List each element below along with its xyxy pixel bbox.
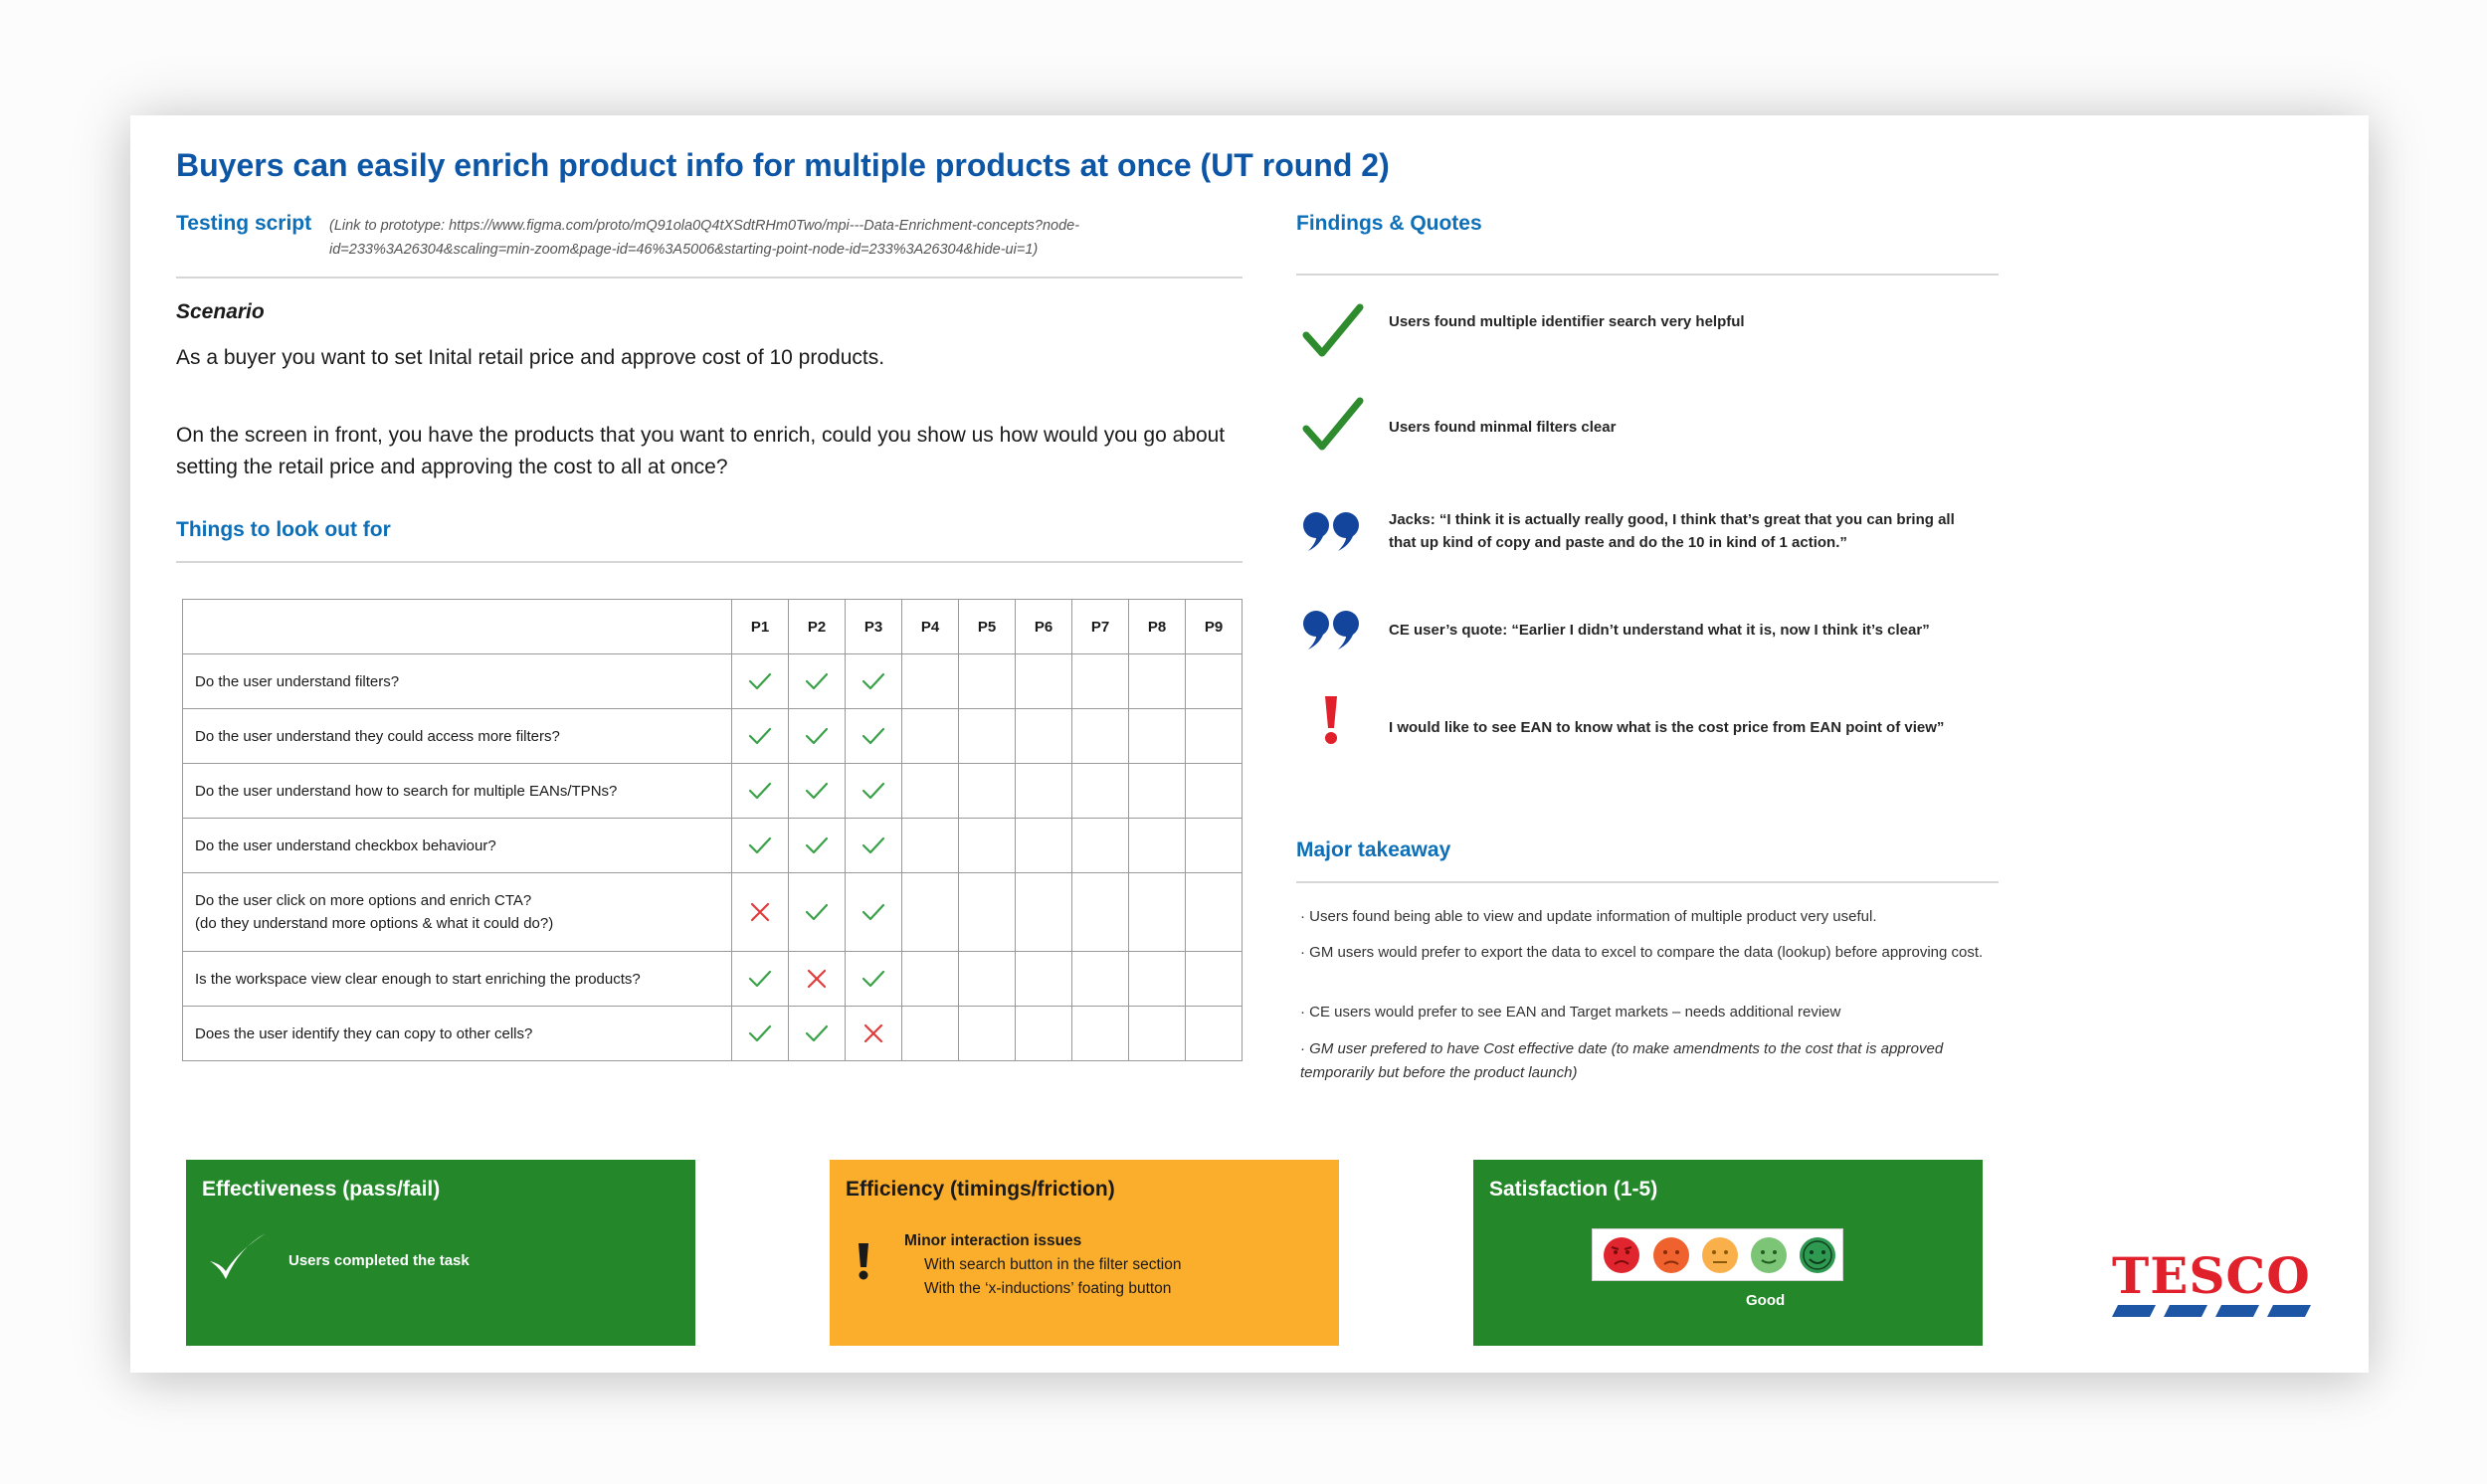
fail-cross-icon (732, 873, 789, 952)
empty-cell (1016, 1007, 1072, 1061)
exclamation-icon (856, 1241, 871, 1281)
check-icon (1302, 397, 1364, 453)
things-heading: Things to look out for (176, 518, 391, 541)
pass-check-icon (732, 819, 789, 873)
empty-cell (1129, 654, 1186, 709)
satisfaction-scale (1592, 1228, 1843, 1281)
pass-check-icon (789, 819, 846, 873)
empty-cell (1129, 819, 1186, 873)
column-header: P3 (846, 600, 902, 654)
pass-check-icon (846, 654, 902, 709)
pass-check-icon (789, 654, 846, 709)
empty-cell (1072, 709, 1129, 764)
empty-cell (1186, 1007, 1243, 1061)
satisfaction-box (1473, 1160, 1983, 1346)
check-icon (206, 1229, 270, 1285)
takeaway-item: · GM user prefered to have Cost effective date (to make amendments to the cost that is approved temporarily but before the product launch) (1300, 1040, 1944, 1081)
satisfaction-rating: Good (1746, 1292, 1786, 1309)
row-question: Does the user identify they can copy to other cells? (183, 1007, 732, 1061)
empty-cell (959, 873, 1016, 952)
empty-cell (902, 764, 959, 819)
table-row (183, 654, 1243, 709)
row-question: Do the user understand checkbox behaviour? (183, 819, 732, 873)
empty-cell (959, 764, 1016, 819)
table-row (183, 764, 1243, 819)
empty-cell (1016, 764, 1072, 819)
check-icon (1302, 303, 1364, 359)
fail-cross-icon (846, 1007, 902, 1061)
takeaway-item: · CE users would prefer to see EAN and Target markets – needs additional review (1300, 1004, 1841, 1020)
scenario-label: Scenario (176, 300, 265, 323)
empty-cell (1072, 819, 1129, 873)
satisfaction-title: Satisfaction (1-5) (1489, 1178, 1658, 1201)
empty-cell (1129, 1007, 1186, 1061)
pass-check-icon (846, 873, 902, 952)
empty-cell (1072, 764, 1129, 819)
column-header: P7 (1072, 600, 1129, 654)
column-header: P4 (902, 600, 959, 654)
very-happy-face-icon (1799, 1236, 1836, 1274)
empty-cell (1016, 952, 1072, 1007)
empty-cell (1129, 952, 1186, 1007)
finding-text: Users found multiple identifier search very helpful (1389, 313, 1745, 330)
effectiveness-box (186, 1160, 695, 1346)
slide (130, 115, 2369, 1373)
pass-check-icon (846, 952, 902, 1007)
scenario-line-2: On the screen in front, you have the products that you want to enrich, could you show us how would you go about setting the retail price and approving the cost to all at once? (176, 424, 1226, 478)
things-table (182, 599, 1243, 1061)
empty-cell (1016, 873, 1072, 952)
happy-face-icon (1750, 1236, 1788, 1274)
finding-quote: Jacks: “I think it is actually really good, I think that’s great that you can bring all that up kind of copy and paste and do the 10 in kind of 1 action.” (1389, 511, 1955, 551)
effectiveness-title: Effectiveness (pass/fail) (202, 1178, 441, 1201)
divider (1296, 274, 1999, 276)
pass-check-icon (789, 764, 846, 819)
row-question: Do the user understand they could access more filters? (183, 709, 732, 764)
empty-cell (959, 819, 1016, 873)
pass-check-icon (732, 709, 789, 764)
table-row (183, 709, 1243, 764)
pass-check-icon (789, 873, 846, 952)
finding-text: I would like to see EAN to know what is the cost price from EAN point of view” (1389, 719, 1945, 736)
empty-cell (1016, 709, 1072, 764)
empty-cell (902, 819, 959, 873)
pass-check-icon (789, 1007, 846, 1061)
fail-cross-icon (789, 952, 846, 1007)
column-header: P6 (1016, 600, 1072, 654)
divider (176, 561, 1243, 563)
empty-cell (902, 654, 959, 709)
divider (1296, 881, 1999, 883)
efficiency-line: With search button in the filter section (924, 1256, 1182, 1273)
page-title: Buyers can easily enrich product info for multiple products at once (UT round 2) (176, 147, 1390, 183)
quote-icon (1302, 608, 1364, 651)
empty-cell (1186, 952, 1243, 1007)
column-header: P5 (959, 600, 1016, 654)
empty-cell (1186, 654, 1243, 709)
divider (176, 277, 1243, 278)
header-blank (183, 600, 732, 654)
quote-icon (1302, 509, 1364, 553)
takeaway-item: · GM users would prefer to export the data to excel to compare the data (lookup) before approving cost. (1300, 944, 1984, 961)
findings-heading: Findings & Quotes (1296, 212, 1482, 235)
row-question: Is the workspace view clear enough to start enriching the products? (183, 952, 732, 1007)
sad-face-icon (1652, 1236, 1690, 1274)
pass-check-icon (846, 819, 902, 873)
row-question: Do the user understand how to search for multiple EANs/TPNs? (183, 764, 732, 819)
logo-stripes (2112, 1305, 2321, 1319)
table-header-row (183, 600, 1243, 654)
effectiveness-text: Users completed the task (288, 1252, 470, 1269)
pass-check-icon (846, 764, 902, 819)
empty-cell (1186, 819, 1243, 873)
column-header: P8 (1129, 600, 1186, 654)
empty-cell (959, 654, 1016, 709)
empty-cell (1016, 654, 1072, 709)
pass-check-icon (732, 764, 789, 819)
exclamation-icon (1320, 694, 1342, 746)
prototype-link[interactable]: (Link to prototype: https://www.figma.com/proto/mQ91ola0Q4tXSdtRHm0Two/mpi---Data-Enrichment-concepts?node-id=233%3A26304&scaling=min-zoom&page-id=46%3A5006&starting-point-node-id=233%3A26304&hide-ui=1) (329, 218, 1080, 258)
angry-face-icon (1603, 1236, 1640, 1274)
empty-cell (1186, 764, 1243, 819)
efficiency-title: Efficiency (timings/friction) (846, 1178, 1115, 1201)
tesco-logo (2112, 1246, 2321, 1319)
column-header: P1 (732, 600, 789, 654)
empty-cell (959, 1007, 1016, 1061)
column-header: P2 (789, 600, 846, 654)
pass-check-icon (846, 709, 902, 764)
pass-check-icon (732, 654, 789, 709)
finding-quote: CE user’s quote: “Earlier I didn’t understand what it is, now I think it’s clear” (1389, 622, 1930, 639)
row-question: Do the user click on more options and enrich CTA? (do they understand more options & what it could do?) (183, 873, 732, 952)
empty-cell (1186, 873, 1243, 952)
efficiency-box (830, 1160, 1339, 1346)
efficiency-heading: Minor interaction issues (904, 1232, 1082, 1249)
efficiency-details (904, 1229, 1181, 1301)
finding-text: Users found minmal filters clear (1389, 419, 1617, 436)
empty-cell (902, 709, 959, 764)
empty-cell (1129, 764, 1186, 819)
empty-cell (1016, 819, 1072, 873)
empty-cell (1072, 952, 1129, 1007)
table-row (183, 873, 1243, 952)
efficiency-line: With the ‘x-inductions’ foating button (924, 1280, 1172, 1297)
table-row (183, 1007, 1243, 1061)
empty-cell (1186, 709, 1243, 764)
empty-cell (902, 952, 959, 1007)
empty-cell (1072, 873, 1129, 952)
empty-cell (1072, 1007, 1129, 1061)
empty-cell (902, 1007, 959, 1061)
empty-cell (1129, 709, 1186, 764)
empty-cell (902, 873, 959, 952)
scenario-line-1: As a buyer you want to set Inital retail price and approve cost of 10 products. (176, 346, 885, 369)
table-row (183, 952, 1243, 1007)
pass-check-icon (732, 1007, 789, 1061)
empty-cell (1129, 873, 1186, 952)
pass-check-icon (732, 952, 789, 1007)
neutral-face-icon (1701, 1236, 1739, 1274)
row-question: Do the user understand filters? (183, 654, 732, 709)
table-row (183, 819, 1243, 873)
pass-check-icon (789, 709, 846, 764)
logo-text: TESCO (2112, 1246, 2311, 1305)
takeaway-heading: Major takeaway (1296, 838, 1451, 861)
empty-cell (1072, 654, 1129, 709)
takeaway-item: · Users found being able to view and update information of multiple product very useful. (1300, 908, 1877, 925)
empty-cell (959, 709, 1016, 764)
column-header: P9 (1186, 600, 1243, 654)
testing-script-heading: Testing script (176, 212, 312, 235)
empty-cell (959, 952, 1016, 1007)
